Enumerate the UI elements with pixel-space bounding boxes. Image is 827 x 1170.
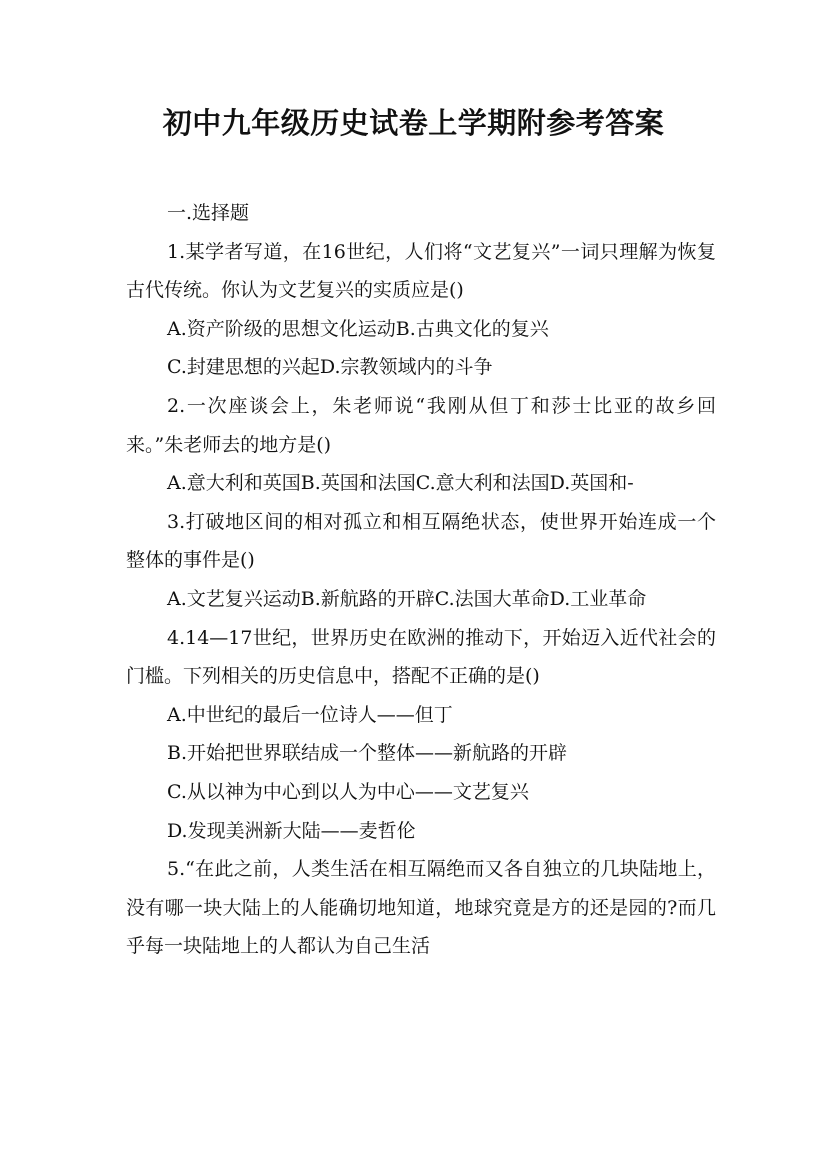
document-body	[126, 194, 716, 966]
question-4-stem: 4.14—17世纪，世界历史在欧洲的推动下，开始迈入近代社会的门槛。下列相关的历史信息中，搭配不正确的是()	[126, 626, 716, 688]
section-heading: 一.选择题	[167, 202, 250, 224]
question-1-options-line-1: A.资产阶级的思想文化运动B.古典文化的复兴	[167, 317, 549, 340]
question-3-options: A.文艺复兴运动B.新航路的开辟C.法国大革命D.工业革命	[167, 587, 647, 610]
question-4-option-c: C.从以神为中心到以人为中心——文艺复兴	[167, 780, 529, 803]
question-4-option-a: A.中世纪的最后一位诗人——但丁	[167, 703, 453, 726]
question-1-options-line-2: C.封建思想的兴起D.宗教领域内的斗争	[167, 356, 493, 379]
question-4-option-d: D.发现美洲新大陆——麦哲伦	[167, 819, 416, 842]
document-title: 初中九年级历史试卷上学期附参考答案	[162, 106, 665, 140]
question-2-stem: 2.一次座谈会上，朱老师说“我刚从但丁和莎士比亚的故乡回来。”朱老师去的地方是()	[126, 394, 716, 456]
question-2-options: A.意大利和英国B.英国和法国C.意大利和法国D.英国和-	[167, 472, 634, 495]
question-5-stem: 5.“在此之前，人类生活在相互隔绝而又各自独立的几块陆地上，没有哪一块大陆上的人能确切地知道，地球究竟是方的还是园的?而几乎每一块陆地上的人都认为自己生活	[126, 858, 716, 958]
question-4-option-b: B.开始把世界联结成一个整体——新航路的开辟	[167, 742, 568, 765]
question-1-stem: 1.某学者写道，在16世纪，人们将“文艺复兴”一词只理解为恢复古代传统。你认为文艺复兴的实质应是()	[126, 240, 716, 302]
question-3-stem: 3.打破地区间的相对孤立和相互隔绝状态，使世界开始连成一个整体的事件是()	[126, 510, 716, 572]
